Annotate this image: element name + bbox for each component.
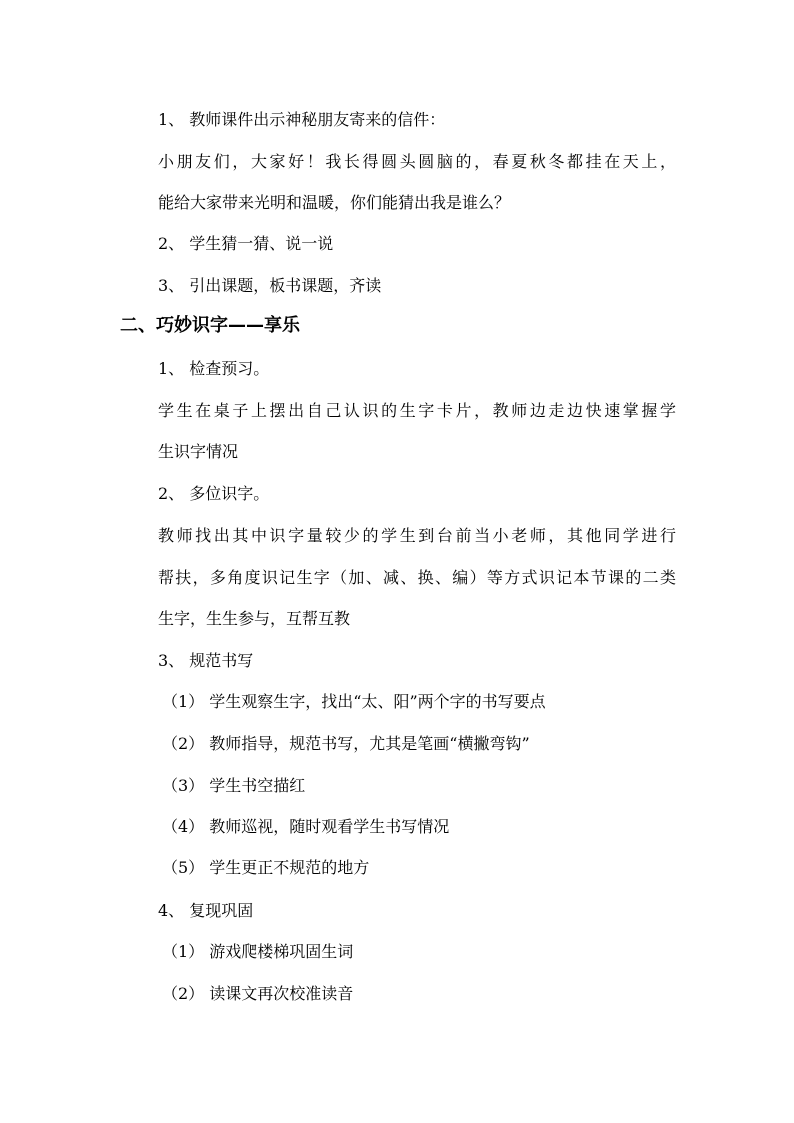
item-3-sub-1: （1） 学生观察生字，找出“太、阳”两个字的书写要点	[162, 692, 546, 711]
item-1-text-line-2: 生识字情况	[158, 442, 239, 461]
item-2-text-line-2: 帮扶，多角度识记生字（加、减、换、编）等方式识记本节课的二类	[158, 568, 676, 587]
section-item-3: 3、 规范书写	[158, 651, 254, 670]
intro-item-3: 3、 引出课题，板书课题，齐读	[158, 276, 382, 295]
item-2-text-line-1: 教师找出其中识字量较少的学生到台前当小老师，其他同学进行	[158, 526, 676, 545]
letter-text-line-1: 小朋友们，大家好！我长得圆头圆脑的，春夏秋冬都挂在天上，	[158, 152, 676, 171]
item-3-sub-2: （2） 教师指导，规范书写，尤其是笔画“横撇弯钩”	[162, 734, 530, 753]
item-4-sub-1: （1） 游戏爬楼梯巩固生词	[162, 942, 354, 961]
intro-item-2: 2、 学生猜一猜、说一说	[158, 234, 334, 253]
section-item-1: 1、 检查预习。	[158, 359, 270, 378]
section-item-4: 4、 复现巩固	[158, 901, 254, 920]
letter-text-line-2: 能给大家带来光明和温暖，你们能猜出我是谁么？	[158, 193, 511, 212]
section-item-2: 2、 多位识字。	[158, 484, 270, 503]
item-3-sub-4: （4） 教师巡视，随时观看学生书写情况	[162, 817, 450, 836]
item-1-text-line-1: 学生在桌子上摆出自己认识的生字卡片，教师边走边快速掌握学	[158, 401, 676, 420]
section-heading: 二、巧妙识字——享乐	[120, 315, 300, 336]
item-4-sub-2: （2） 读课文再次校准读音	[162, 984, 354, 1003]
intro-item-1: 1、 教师课件出示神秘朋友寄来的信件：	[158, 110, 446, 129]
item-2-text-line-3: 生字，生生参与，互帮互教	[158, 609, 351, 628]
item-3-sub-3: （3） 学生书空描红	[162, 776, 306, 795]
item-3-sub-5: （5） 学生更正不规范的地方	[162, 858, 370, 877]
